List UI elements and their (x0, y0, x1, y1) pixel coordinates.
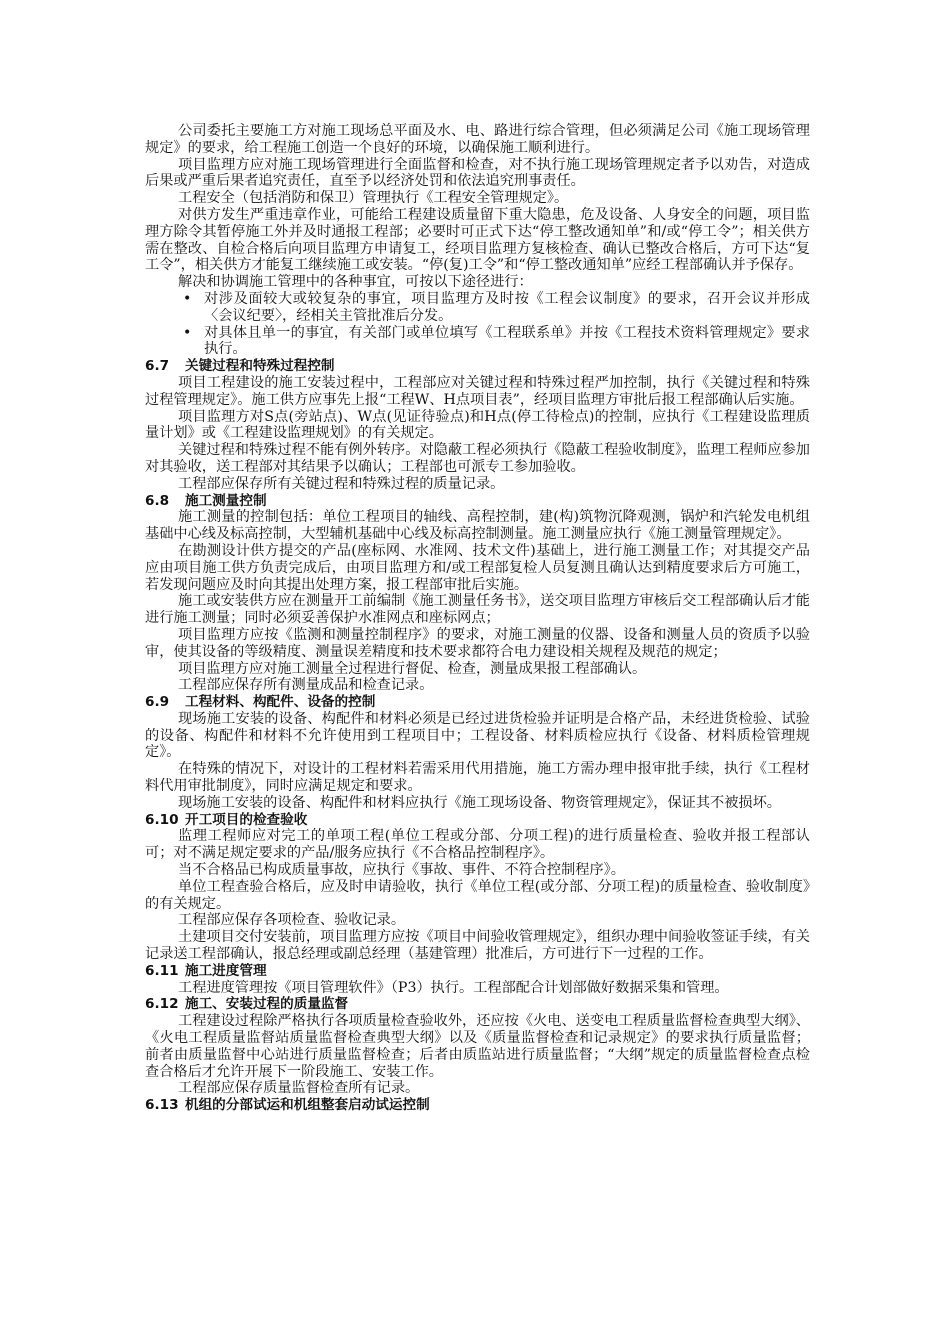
section-title: 施工测量控制 (185, 492, 267, 509)
section-heading-6-10 (145, 812, 810, 829)
paragraph: 项目工程建设的施工安装过程中，工程部应对关键过程和特殊过程严加控制，执行《关键过程和特殊过程管理规定》。施工供方应事先上报“工程W、H点项目表”，经项目监理方审批后报工程部确认后实施。 (145, 374, 810, 408)
paragraph: 土建项目交付安装前，项目监理方应按《项目中间验收管理规定》，组织办理中间验收签证手续，有关记录送工程部确认，报总经理或副总经理（基建管理）批准后，方可进行下一过程的工作。 (145, 929, 810, 963)
paragraph: 工程部应保存各项检查、验收记录。 (178, 912, 406, 929)
section-title: 施工进度管理 (185, 962, 267, 979)
paragraph: 施工或安装供方应在测量开工前编制《施工测量任务书》，送交项目监理方审核后交工程部确认后才能进行施工测量；同时必须妥善保护水准网点和座标网点； (145, 593, 810, 627)
paragraph: 现场施工安装的设备、构配件和材料必须是已经过进货检验并证明是合格产品，未经进货检验、试验的设备、构配件和材料不允许使用到工程项目中；工程设备、材料质检应执行《设备、材料质检管理规定》。 (145, 710, 810, 761)
paragraph: 项目监理方应对施工测量全过程进行督促、检查，测量成果报工程部确认。 (178, 660, 647, 677)
paragraph: 当不合格品已构成质量事故，应执行《事故、事件、不符合控制程序》。 (178, 862, 625, 879)
paragraph: 工程部应保存质量监督检查所有记录。 (178, 1080, 420, 1097)
paragraph: 解决和协调施工管理中的各种事宜，可按以下途径进行： (178, 274, 533, 291)
section-number: 6.10 (145, 811, 179, 828)
paragraph: 在特殊的情况下，对设计的工程材料若需采用代用措施，施工方需办理申报审批手续，执行《工程材料代用审批制度》，同时应满足规定和要求。 (145, 761, 810, 795)
paragraph: 项目监理方对S点(旁站点)、W点(见证待验点)和H点(停工待检点)的控制，应执行《工程建设监理质量计划》或《工程建设监理规划》的有关规定。 (145, 408, 810, 442)
section-heading-6-13 (145, 1097, 810, 1114)
paragraph: 工程进度管理按《项目管理软件》（P3）执行。工程部配合计划部做好数据采集和管理。 (178, 979, 729, 996)
paragraph: 施工测量的控制包括：单位工程项目的轴线、高程控制，建(构)筑物沉降观测，锅炉和汽轮发电机组基础中心线及标高控制，大型辅机基础中心线及标高控制测量。施工测量应执行《施工测量管理规定》。 (145, 509, 810, 543)
paragraph: 对供方发生严重违章作业，可能给工程建设质量留下重大隐患，危及设备、人身安全的问题，项目监理方除令其暂停施工外并及时通报工程部；必要时可正式下达“停工整改通知单”和/或“停工令”；相关供方需在整改、自检合格后向项目监理方申请复工，经项目监理方复核检查、确认已整改合格后，方可下达“复工令”，相关供方才能复工继续施工或安装。“停(复)工令”和“停工整改通知单”应经工程部确认并予保存。 (145, 206, 810, 274)
section-title: 工程材料、构配件、设备的控制 (185, 694, 376, 711)
section-title: 机组的分部试运和机组整套启动试运控制 (185, 1097, 430, 1114)
section-heading-6-9 (145, 694, 810, 711)
paragraph: 单位工程查验合格后，应及时申请验收，执行《单位工程(或分部、分项工程)的质量检查、验收制度》的有关规定。 (145, 878, 810, 912)
section-number: 6.7 (145, 358, 170, 375)
list-item-text: 对具体且单一的事宜，有关部门或单位填写《工程联系单》并按《工程技术资料管理规定》要求执行。 (204, 324, 810, 358)
bullet-icon: • (183, 324, 192, 341)
section-title: 施工、安装过程的质量监督 (185, 996, 349, 1013)
section-number: 6.9 (145, 694, 170, 711)
section-number: 6.13 (145, 1097, 179, 1114)
list-item (145, 325, 810, 359)
paragraph: 项目监理方应按《监测和测量控制程序》的要求，对施工测量的仪器、设备和测量人员的资质予以验审，使其设备的等级精度、测量误差精度和技术要求都符合电力建设相关规程及规范的规定； (145, 626, 810, 660)
section-heading-6-11 (145, 963, 810, 980)
paragraph: 工程部应保存所有测量成品和检查记录。 (178, 677, 434, 694)
section-number: 6.12 (145, 996, 179, 1013)
paragraph: 项目监理方应对施工现场管理进行全面监督和检查，对不执行施工现场管理规定者予以劝告，对造成后果或严重后果者追究责任，直至予以经济处罚和依法追究刑事责任。 (145, 156, 810, 190)
bullet-icon: • (183, 290, 192, 307)
document-page (145, 123, 810, 1114)
paragraph: 现场施工安装的设备、构配件和材料应执行《施工现场设备、物资管理规定》，保证其不被损坏。 (178, 794, 781, 811)
list-item (145, 291, 810, 325)
section-title: 关键过程和特殊过程控制 (185, 358, 335, 375)
paragraph: 公司委托主要施工方对施工现场总平面及水、电、路进行综合管理，但必须满足公司《施工现场管理规定》的要求，给工程施工创造一个良好的环境，以确保施工顺利进行。 (145, 123, 810, 156)
section-heading-6-8 (145, 493, 810, 510)
section-heading-6-12 (145, 996, 810, 1013)
section-title: 开工项目的检查验收 (185, 811, 308, 828)
list-item-text: 对涉及面较大或较复杂的事宜，项目监理方及时按《工程会议制度》的要求，召开会议并形成〈会议纪要〉，经相关主管批准后分发。 (204, 290, 810, 324)
paragraph: 监理工程师应对完工的单项工程(单位工程或分部、分项工程)的进行质量检查、验收并报工程部认可；对不满足规定要求的产品/服务应执行《不合格品控制程序》。 (145, 828, 810, 862)
paragraph: 工程部应保存所有关键过程和特殊过程的质量记录。 (178, 475, 505, 492)
paragraph: 在勘测设计供方提交的产品(座标网、水准网、技术文件)基础上，进行施工测量工作；对其提交产品应由项目施工供方负责完成后，由项目监理方和/或工程部复检人员复测且确认达到精度要求后方可施工，若发现问题应及时向其提出处理方案，报工程部审批后实施。 (145, 542, 810, 593)
paragraph: 关键过程和特殊过程不能有例外转序。对隐蔽工程必须执行《隐蔽工程验收制度》，监理工程师应参加对其验收，送工程部对其结果予以确认；工程部也可派专工参加验收。 (145, 442, 810, 475)
paragraph: 工程建设过程除严格执行各项质量检查验收外，还应按《火电、送变电工程质量监督检查典型大纲》、《火电工程质量监督站质量监督检查典型大纲》以及《质量监督检查和记录规定》的要求执行质量监督；前者由质量监督中心站进行质量监督检查；后者由质监站进行质量监督；“大纲”规定的质量监督检查点检查合格后才允许开展下一阶段施工、安装工作。 (145, 1013, 810, 1080)
paragraph: 工程安全（包括消防和保卫）管理执行《工程安全管理规定》。 (178, 190, 569, 207)
section-number: 6.11 (145, 962, 179, 979)
section-heading-6-7 (145, 358, 810, 375)
section-number: 6.8 (145, 492, 170, 509)
